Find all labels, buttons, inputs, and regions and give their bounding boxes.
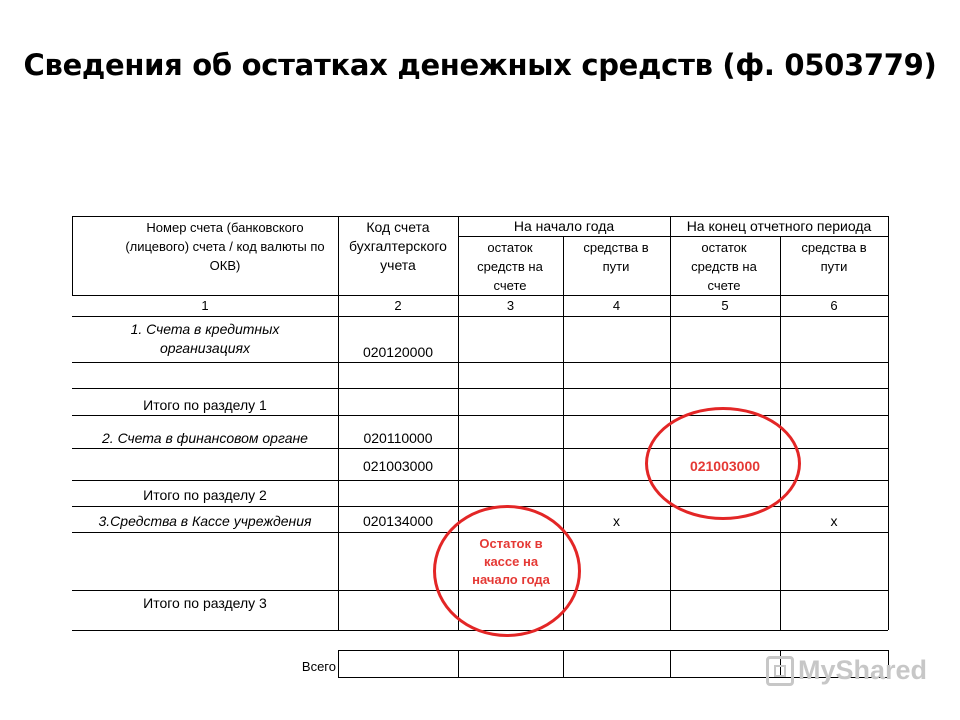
column-number: 4 [612,297,621,313]
grand-total-label: Всего [301,659,336,674]
section1-label: 1. Счета в кредитных организациях [130,321,280,356]
section2-label: 2. Счета в финансовом органе [102,430,308,446]
header-balance-end: остаток средств на счете [691,240,757,293]
page-title: Сведения об остатках денежных средств (ф. 0503779) [23,48,937,82]
total2-label: Итого по разделу 2 [143,487,267,503]
section3-label: 3.Средства в Кассе учреждения [98,513,312,529]
header-account-number: Номер счета (банковского (лицевого) счета / код валюты по ОКВ) [125,220,325,273]
column-number: 2 [394,297,402,313]
section3-x1: x [613,513,620,529]
column-number: 6 [830,297,838,313]
header-transit-start: средства в пути [583,240,649,274]
header-transit-end: средства в пути [801,240,867,274]
watermark-logo-icon [766,656,794,686]
watermark [766,655,927,686]
section2-code: 020110000 [363,430,433,446]
section3-code: 020134000 [362,513,434,529]
column-number: 5 [721,297,729,313]
header-balance-start: остаток средств на счете [477,240,543,293]
total3-label: Итого по разделу 3 [143,595,267,611]
watermark-text: MyShared [798,655,928,685]
section1-code: 020120000 [362,344,434,360]
header-account-code: Код счета бухгалтерского учета [349,219,447,273]
column-number: 3 [506,297,515,313]
header-end-of-period: На конец отчетного периода [686,218,872,234]
highlight-circle-end-balance [645,407,801,520]
total1-label: Итого по разделу 1 [143,397,267,413]
section2-code-b: 021003000 [362,458,434,474]
column-number: 1 [201,297,209,313]
section3-x2: x [830,513,838,529]
section2-highlight: 021003000 [689,458,761,474]
highlight-circle-cash-balance [433,505,581,637]
section3-highlight: Остаток в кассе на начало года [472,536,550,587]
header-start-of-year: На начало года [513,218,615,234]
